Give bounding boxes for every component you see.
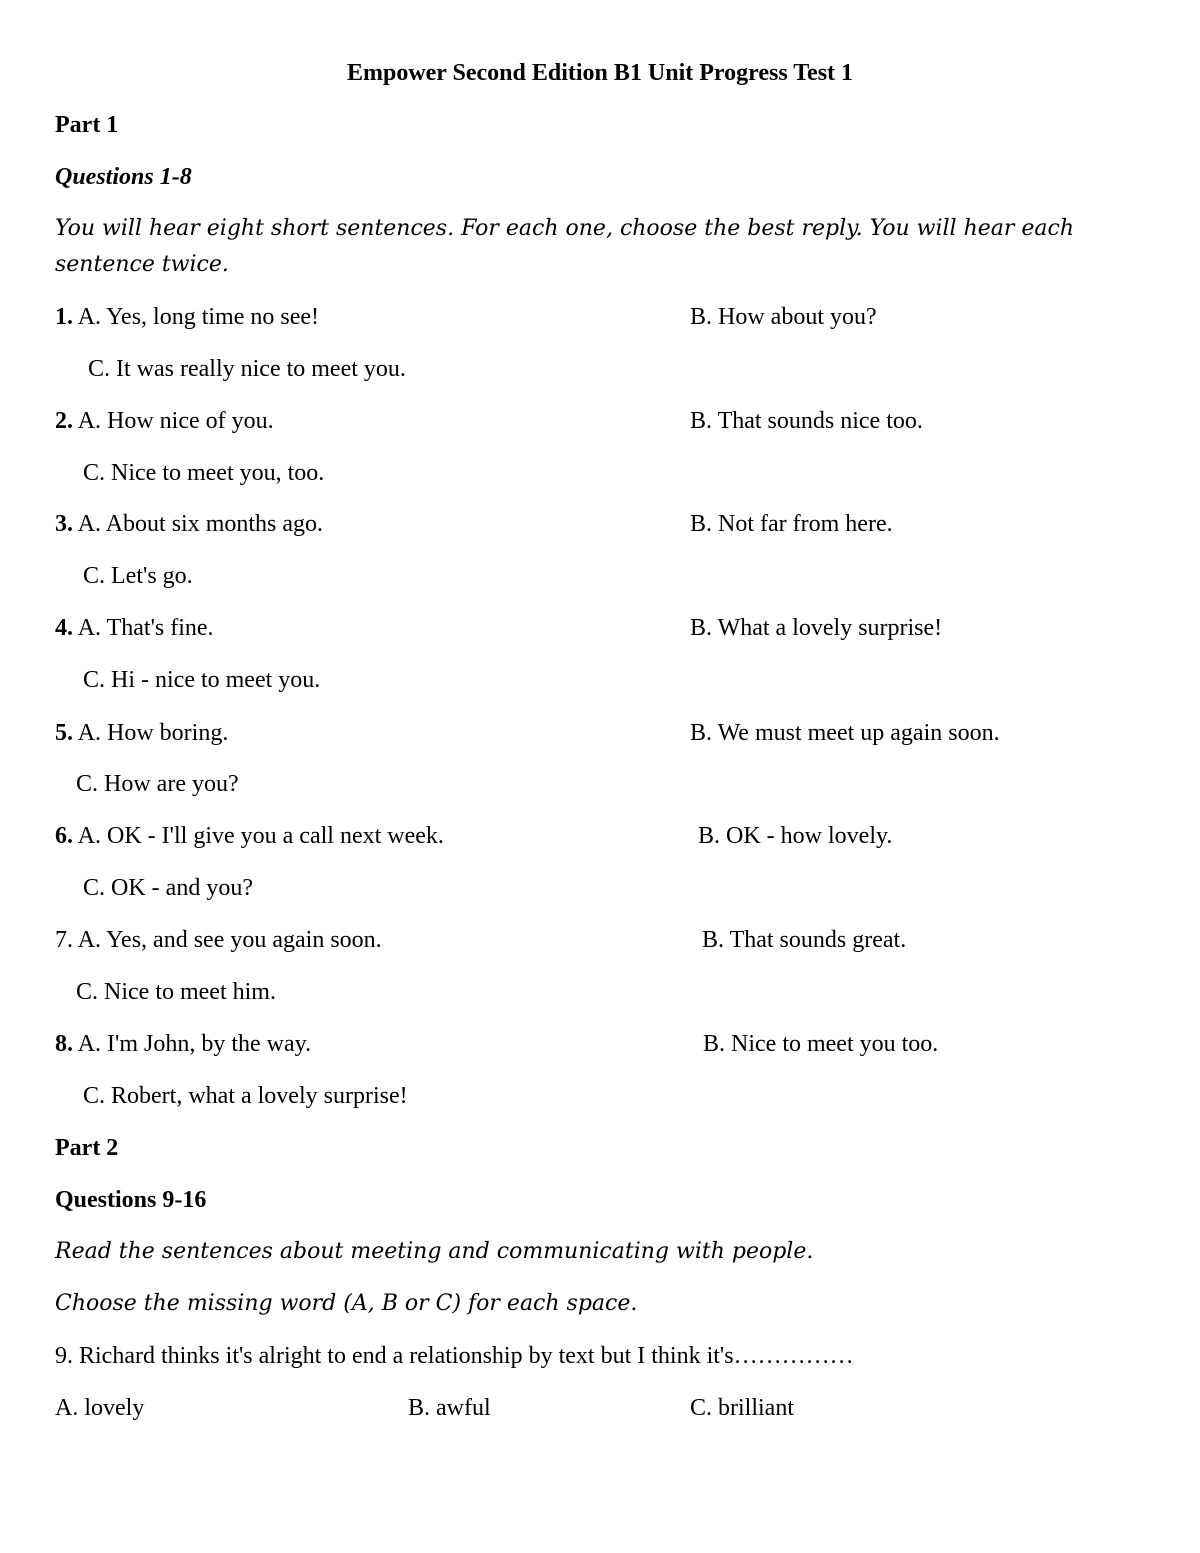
option-a: A. That's fine. bbox=[77, 615, 214, 641]
option-a: A. OK - I'll give you a call next week. bbox=[77, 823, 444, 849]
question-2-option-c: C. Nice to meet you, too. bbox=[83, 460, 325, 486]
part1-instruction-line2: sentence twice. bbox=[55, 252, 229, 277]
question-4-option-b: B. What a lovely surprise! bbox=[690, 615, 943, 641]
question-6-option-b: B. OK - how lovely. bbox=[698, 823, 893, 849]
question-1-option-b: B. How about you? bbox=[690, 304, 877, 330]
question-2-option-b: B. That sounds nice too. bbox=[690, 408, 923, 434]
option-a: A. About six months ago. bbox=[77, 511, 324, 537]
question-5-option-a-row bbox=[55, 718, 228, 748]
option-a: A. I'm John, by the way. bbox=[77, 1031, 312, 1057]
part1-questions-heading: Questions 1-8 bbox=[55, 164, 192, 190]
question-number: 2. bbox=[55, 408, 73, 434]
question-number: 6. bbox=[55, 823, 73, 849]
question-5-option-b: B. We must meet up again soon. bbox=[690, 720, 1000, 746]
question-3-option-c: C. Let's go. bbox=[83, 563, 193, 589]
question-9-option-c: C. brilliant bbox=[690, 1395, 794, 1421]
question-4-option-a-row bbox=[55, 613, 214, 643]
question-8-option-b: B. Nice to meet you too. bbox=[703, 1031, 939, 1057]
question-1-option-a-row bbox=[55, 302, 319, 332]
question-1-option-c: C. It was really nice to meet you. bbox=[88, 356, 406, 382]
option-a: A. Yes, and see you again soon. bbox=[77, 927, 382, 953]
question-9-option-b: B. awful bbox=[408, 1395, 491, 1421]
part2-instruction-line2: Choose the missing word (A, B or C) for each space. bbox=[55, 1291, 638, 1316]
question-7-option-c: C. Nice to meet him. bbox=[76, 979, 276, 1005]
question-number: 8. bbox=[55, 1031, 73, 1057]
document-title: Empower Second Edition B1 Unit Progress Test 1 bbox=[346, 60, 854, 86]
question-3-option-a-row bbox=[55, 509, 323, 539]
question-number: 7. bbox=[55, 927, 73, 953]
question-number: 1. bbox=[55, 304, 73, 330]
question-number: 3. bbox=[55, 511, 73, 537]
option-a: A. How boring. bbox=[77, 720, 229, 746]
question-number: 4. bbox=[55, 615, 73, 641]
question-7-option-b: B. That sounds great. bbox=[702, 927, 907, 953]
part1-heading: Part 1 bbox=[55, 112, 119, 138]
part1-instruction-line1: You will hear eight short sentences. For each one, choose the best reply. You will hear each bbox=[55, 216, 1075, 241]
question-5-option-c: C. How are you? bbox=[76, 771, 239, 797]
question-8-option-a-row bbox=[55, 1029, 311, 1059]
question-6-option-a-row bbox=[55, 821, 444, 851]
question-8-option-c: C. Robert, what a lovely surprise! bbox=[83, 1083, 408, 1109]
option-a: A. How nice of you. bbox=[77, 408, 274, 434]
question-7-option-a-row bbox=[55, 925, 382, 955]
part2-heading: Part 2 bbox=[55, 1135, 119, 1161]
question-9-text: 9. Richard thinks it's alright to end a relationship by text but I think it's…………… bbox=[55, 1343, 854, 1369]
question-6-option-c: C. OK - and you? bbox=[83, 875, 253, 901]
option-a: A. Yes, long time no see! bbox=[77, 304, 320, 330]
question-4-option-c: C. Hi - nice to meet you. bbox=[83, 667, 321, 693]
part2-questions-heading: Questions 9-16 bbox=[55, 1187, 207, 1213]
part2-instruction-line1: Read the sentences about meeting and communicating with people. bbox=[55, 1239, 814, 1264]
question-9-option-a: A. lovely bbox=[55, 1395, 145, 1421]
question-3-option-b: B. Not far from here. bbox=[690, 511, 893, 537]
question-number: 5. bbox=[55, 720, 73, 746]
question-2-option-a-row bbox=[55, 406, 274, 436]
